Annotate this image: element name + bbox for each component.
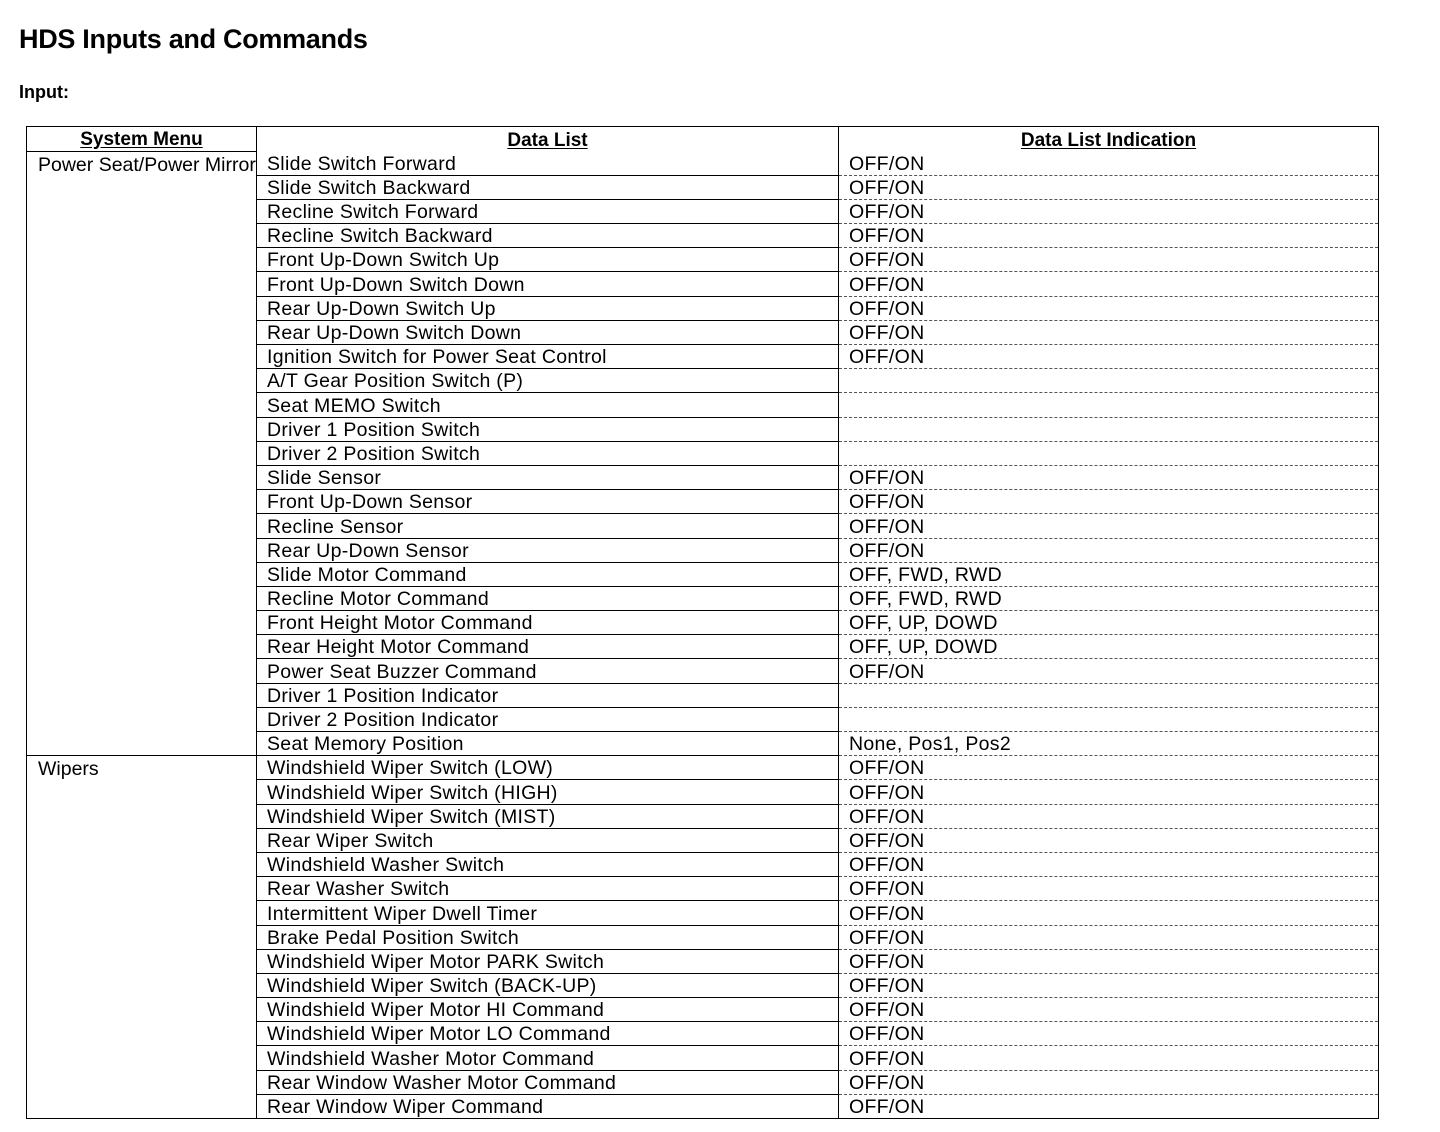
data-list-cell (257, 490, 839, 514)
data-list-cell (257, 659, 839, 683)
data-list-text: Recline Switch Backward (267, 225, 493, 248)
indication-cell (839, 901, 1379, 925)
indication-text: OFF/ON (849, 660, 925, 683)
data-list-cell (257, 1022, 839, 1046)
header-data-list: Data List (257, 127, 839, 152)
data-list-text: Windshield Wiper Motor PARK Switch (267, 950, 605, 973)
data-list-text: Front Up-Down Sensor (267, 491, 473, 514)
data-list-cell (257, 152, 839, 176)
data-list-cell (257, 804, 839, 828)
indication-cell (839, 1046, 1379, 1070)
indication-cell (839, 514, 1379, 538)
data-list-text: Front Height Motor Command (267, 612, 533, 635)
indication-cell (839, 683, 1379, 707)
table-row (27, 152, 1379, 176)
indication-text: OFF, FWD, RWD (849, 563, 1003, 586)
data-list-text: Recline Motor Command (267, 588, 489, 611)
data-list-text: Rear Wiper Switch (267, 829, 434, 852)
indication-text: OFF/ON (849, 176, 925, 199)
indication-cell (839, 949, 1379, 973)
data-list-cell (257, 514, 839, 538)
indication-cell (839, 732, 1379, 756)
data-list-cell (257, 199, 839, 223)
indication-cell (839, 345, 1379, 369)
indication-text: OFF/ON (849, 322, 925, 344)
indication-cell (839, 272, 1379, 296)
data-list-cell (257, 635, 839, 659)
data-list-cell (257, 175, 839, 199)
indication-text: None, Pos1, Pos2 (849, 733, 1011, 756)
data-list-cell (257, 732, 839, 756)
header-data-list-indication: Data List Indication (839, 127, 1379, 152)
indication-cell (839, 393, 1379, 417)
indication-text: OFF/ON (849, 152, 925, 175)
data-list-cell (257, 828, 839, 852)
indication-text: OFF/ON (849, 225, 925, 248)
indication-text: OFF/ON (849, 515, 925, 538)
data-list-text: Rear Up-Down Switch Down (267, 322, 522, 344)
indication-cell (839, 369, 1379, 393)
indication-cell (839, 828, 1379, 852)
data-list-text: Windshield Washer Motor Command (267, 1047, 595, 1070)
data-list-text: Intermittent Wiper Dwell Timer (267, 902, 538, 925)
data-list-cell (257, 683, 839, 707)
data-list-text: Driver 2 Position Indicator (267, 709, 499, 731)
indication-cell (839, 320, 1379, 344)
indication-cell (839, 1094, 1379, 1118)
indication-cell (839, 1022, 1379, 1046)
data-list-text: A/T Gear Position Switch (P) (267, 370, 524, 393)
data-list-text: Recline Switch Forward (267, 201, 479, 224)
data-list-cell (257, 611, 839, 635)
data-list-cell (257, 877, 839, 901)
data-list-text: Rear Height Motor Command (267, 636, 530, 659)
indication-cell (839, 780, 1379, 804)
data-list-cell (257, 1094, 839, 1118)
data-list-cell (257, 756, 839, 780)
data-list-cell (257, 369, 839, 393)
indication-cell (839, 441, 1379, 465)
indication-text: OFF/ON (849, 975, 925, 998)
data-list-cell (257, 586, 839, 610)
indication-text: OFF/ON (849, 902, 925, 925)
data-list-cell (257, 949, 839, 973)
indication-text: OFF/ON (849, 1023, 925, 1046)
data-list-text: Rear Washer Switch (267, 878, 450, 901)
indication-text: OFF/ON (849, 249, 925, 272)
indication-cell (839, 852, 1379, 876)
data-list-text: Rear Up-Down Sensor (267, 539, 469, 562)
indication-text: OFF/ON (849, 273, 925, 296)
data-list-cell (257, 998, 839, 1022)
indication-cell (839, 707, 1379, 731)
data-list-cell (257, 320, 839, 344)
indication-cell (839, 998, 1379, 1022)
data-list-cell (257, 852, 839, 876)
indication-text: OFF/ON (849, 950, 925, 973)
indication-text: OFF/ON (849, 491, 925, 514)
data-list-cell (257, 538, 839, 562)
data-list-text: Slide Switch Backward (267, 176, 471, 199)
data-list-cell (257, 1046, 839, 1070)
data-list-text: Rear Window Washer Motor Command (267, 1071, 617, 1094)
indication-cell (839, 611, 1379, 635)
data-list-text: Rear Window Wiper Command (267, 1096, 544, 1118)
data-list-text: Slide Sensor (267, 467, 382, 490)
data-list-text: Driver 1 Position Indicator (267, 684, 499, 707)
indication-cell (839, 877, 1379, 901)
indication-text: OFF/ON (849, 467, 925, 490)
indication-text: OFF/ON (849, 805, 925, 828)
indication-cell (839, 175, 1379, 199)
data-list-cell (257, 272, 839, 296)
indication-cell (839, 1070, 1379, 1094)
data-list-text: Recline Sensor (267, 515, 404, 538)
data-list-cell (257, 417, 839, 441)
data-list-text: Driver 1 Position Switch (267, 418, 481, 441)
indication-text: OFF/ON (849, 926, 925, 949)
data-list-text: Brake Pedal Position Switch (267, 926, 519, 949)
indication-cell (839, 635, 1379, 659)
indication-text: OFF, UP, DOWD (849, 636, 998, 659)
data-list-cell (257, 901, 839, 925)
data-list-text: Windshield Wiper Switch (HIGH) (267, 781, 558, 804)
data-list-cell (257, 925, 839, 949)
indication-cell (839, 538, 1379, 562)
indication-text: OFF/ON (849, 201, 925, 224)
indication-cell (839, 804, 1379, 828)
indication-text: OFF/ON (849, 757, 925, 780)
indication-cell (839, 465, 1379, 489)
data-list-text: Ignition Switch for Power Seat Control (267, 346, 607, 369)
indication-cell (839, 925, 1379, 949)
data-list-text: Windshield Wiper Motor HI Command (267, 999, 605, 1022)
data-list-cell (257, 345, 839, 369)
data-list-cell (257, 393, 839, 417)
table-body (27, 152, 1379, 1119)
data-list-cell (257, 562, 839, 586)
data-list-cell (257, 707, 839, 731)
indication-text: OFF, UP, DOWD (849, 612, 998, 635)
data-list-text: Front Up-Down Switch Up (267, 249, 500, 272)
data-list-text: Power Seat Buzzer Command (267, 660, 537, 683)
data-list-text: Driver 2 Position Switch (267, 442, 481, 465)
data-list-text: Seat Memory Position (267, 733, 464, 756)
system-menu-cell: Wipers (27, 756, 257, 1119)
indication-cell (839, 417, 1379, 441)
indication-cell (839, 586, 1379, 610)
indication-cell (839, 248, 1379, 272)
indication-text: OFF/ON (849, 1047, 925, 1070)
indication-text: OFF/ON (849, 539, 925, 562)
data-list-text: Windshield Washer Switch (267, 854, 505, 877)
data-list-cell (257, 441, 839, 465)
data-list-text: Slide Motor Command (267, 563, 467, 586)
indication-text: OFF/ON (849, 829, 925, 852)
indication-text: OFF/ON (849, 297, 925, 320)
indication-text: OFF/ON (849, 346, 925, 369)
indication-text: OFF/ON (849, 999, 925, 1022)
data-list-cell (257, 465, 839, 489)
indication-text: OFF/ON (849, 1096, 925, 1118)
system-menu-cell: Power Seat/Power Mirror (27, 152, 257, 756)
indication-text: OFF/ON (849, 854, 925, 877)
indication-text: OFF, FWD, RWD (849, 588, 1003, 611)
indication-cell (839, 490, 1379, 514)
data-list-text: Windshield Wiper Switch (LOW) (267, 757, 554, 780)
indication-cell (839, 756, 1379, 780)
indication-cell (839, 973, 1379, 997)
data-list-text: Windshield Wiper Switch (MIST) (267, 805, 556, 828)
table-row (27, 756, 1379, 780)
indication-cell (839, 224, 1379, 248)
data-list-text: Rear Up-Down Switch Up (267, 297, 496, 320)
data-list-cell (257, 296, 839, 320)
indication-cell (839, 659, 1379, 683)
data-list-text: Seat MEMO Switch (267, 394, 441, 417)
header-system-menu: System Menu (27, 127, 257, 152)
hds-table (26, 126, 1379, 1119)
indication-text: OFF/ON (849, 1071, 925, 1094)
data-list-cell (257, 973, 839, 997)
data-list-cell (257, 780, 839, 804)
section-label: Input: (19, 82, 69, 102)
indication-cell (839, 199, 1379, 223)
indication-cell (839, 152, 1379, 176)
data-list-cell (257, 248, 839, 272)
indication-text: OFF/ON (849, 781, 925, 804)
data-list-text: Windshield Wiper Switch (BACK-UP) (267, 975, 597, 998)
data-list-text: Slide Switch Forward (267, 152, 457, 175)
page-title: HDS Inputs and Commands (19, 24, 368, 54)
indication-cell (839, 562, 1379, 586)
data-list-text: Front Up-Down Switch Down (267, 273, 525, 296)
data-list-cell (257, 1070, 839, 1094)
data-list-text: Windshield Wiper Motor LO Command (267, 1023, 611, 1046)
data-list-cell (257, 224, 839, 248)
header-row (27, 127, 1379, 152)
indication-text: OFF/ON (849, 878, 925, 901)
indication-cell (839, 296, 1379, 320)
